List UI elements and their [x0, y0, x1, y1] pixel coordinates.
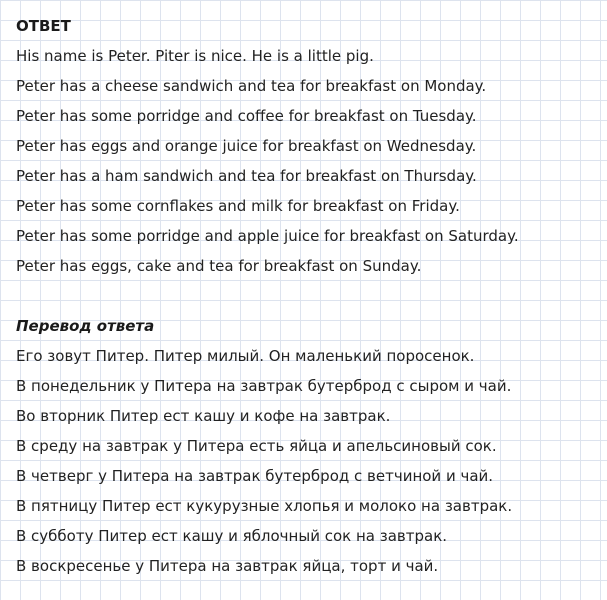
answer-line: Peter has some porridge and coffee for breakfast on Tuesday.	[16, 107, 477, 125]
translation-heading: Перевод ответа	[16, 317, 155, 335]
answer-list	[16, 45, 519, 285]
answer-line: Peter has a ham sandwich and tea for breakfast on Thursday.	[16, 167, 477, 185]
answer-line: Peter has eggs and orange juice for breakfast on Wednesday.	[16, 137, 477, 155]
translation-list	[16, 345, 512, 585]
translation-line: Во вторник Питер ест кашу и кофе на завтрак.	[16, 407, 391, 425]
answer-line: Peter has a cheese sandwich and tea for breakfast on Monday.	[16, 77, 487, 95]
translation-line: В субботу Питер ест кашу и яблочный сок на завтрак.	[16, 527, 448, 545]
translation-line: В понедельник у Питера на завтрак бутерброд с сыром и чай.	[16, 377, 512, 395]
translation-line: В четверг у Питера на завтрак бутерброд с ветчиной и чай.	[16, 467, 494, 485]
translation-line: Его зовут Питер. Питер милый. Он маленький поросенок.	[16, 347, 475, 365]
translation-line: В среду на завтрак у Питера есть яйца и апельсиновый сок.	[16, 437, 497, 455]
translation-line: В воскресенье у Питера на завтрак яйца, торт и чай.	[16, 557, 439, 575]
answer-line: Peter has some porridge and apple juice for breakfast on Saturday.	[16, 227, 519, 245]
answer-line: His name is Peter. Piter is nice. He is a little pig.	[16, 47, 374, 65]
answer-line: Peter has eggs, cake and tea for breakfast on Sunday.	[16, 257, 422, 275]
translation-line: В пятницу Питер ест кукурузные хлопья и молоко на завтрак.	[16, 497, 513, 515]
answer-heading: ОТВЕТ	[16, 17, 71, 35]
answer-line: Peter has some cornflakes and milk for breakfast on Friday.	[16, 197, 460, 215]
